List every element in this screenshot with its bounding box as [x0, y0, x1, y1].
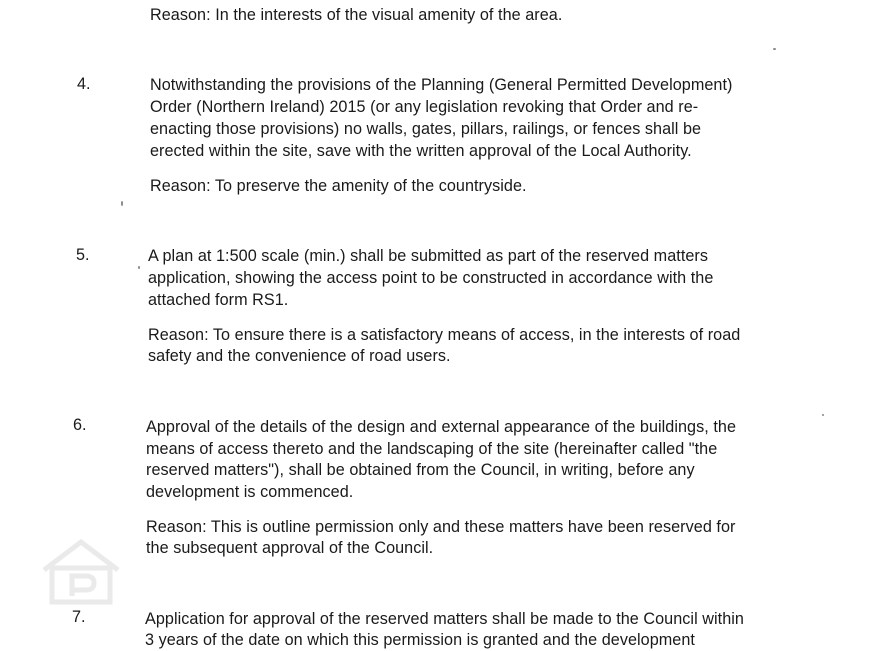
- condition-6-line: development is commenced.: [146, 483, 354, 501]
- condition-5-line: A plan at 1:500 scale (min.) shall be submitted as part of the reserved matters: [148, 247, 708, 265]
- condition-7-line: 3 years of the date on which this permission is granted and the development: [145, 631, 695, 649]
- condition-6-line: reserved matters"), shall be obtained from the Council, in writing, before any: [146, 461, 695, 479]
- condition-4-line: enacting those provisions) no walls, gates, pillars, railings, or fences shall be: [150, 120, 702, 138]
- condition-6-reason: Reason: This is outline permission only and these matters have been reserved for: [146, 518, 736, 536]
- watermark-logo-icon: [38, 536, 124, 606]
- scan-speck: [121, 201, 123, 206]
- condition-6-reason: the subsequent approval of the Council.: [146, 539, 434, 557]
- condition-4-reason: Reason: To preserve the amenity of the countryside.: [150, 177, 527, 195]
- condition-5-reason: Reason: To ensure there is a satisfactory means of access, in the interests of road: [148, 326, 741, 344]
- condition-4-line: erected within the site, save with the written approval of the Local Authority.: [150, 142, 692, 160]
- scan-speck: [138, 266, 140, 269]
- condition-5-reason: safety and the convenience of road users.: [148, 347, 451, 365]
- condition-6-line: Approval of the details of the design and external appearance of the buildings, the: [146, 418, 737, 436]
- condition-7-line: Application for approval of the reserved matters shall be made to the Council within: [145, 610, 744, 628]
- scan-speck: [822, 414, 824, 416]
- condition-4-number: 4.: [77, 75, 91, 93]
- condition-6-line: means of access thereto and the landscaping of the site (hereinafter called "the: [146, 440, 718, 458]
- condition-5-line: application, showing the access point to be constructed in accordance with the: [148, 269, 714, 287]
- condition-3-reason: Reason: In the interests of the visual amenity of the area.: [150, 6, 563, 24]
- condition-4-line: Order (Northern Ireland) 2015 (or any legislation revoking that Order and re-: [150, 98, 699, 116]
- condition-6-number: 6.: [73, 416, 87, 434]
- condition-7-number: 7.: [72, 608, 86, 626]
- condition-5-line: attached form RS1.: [148, 291, 289, 309]
- scan-speck: [773, 48, 776, 50]
- condition-5-number: 5.: [76, 246, 90, 264]
- condition-4-line: Notwithstanding the provisions of the Planning (General Permitted Development): [150, 76, 733, 94]
